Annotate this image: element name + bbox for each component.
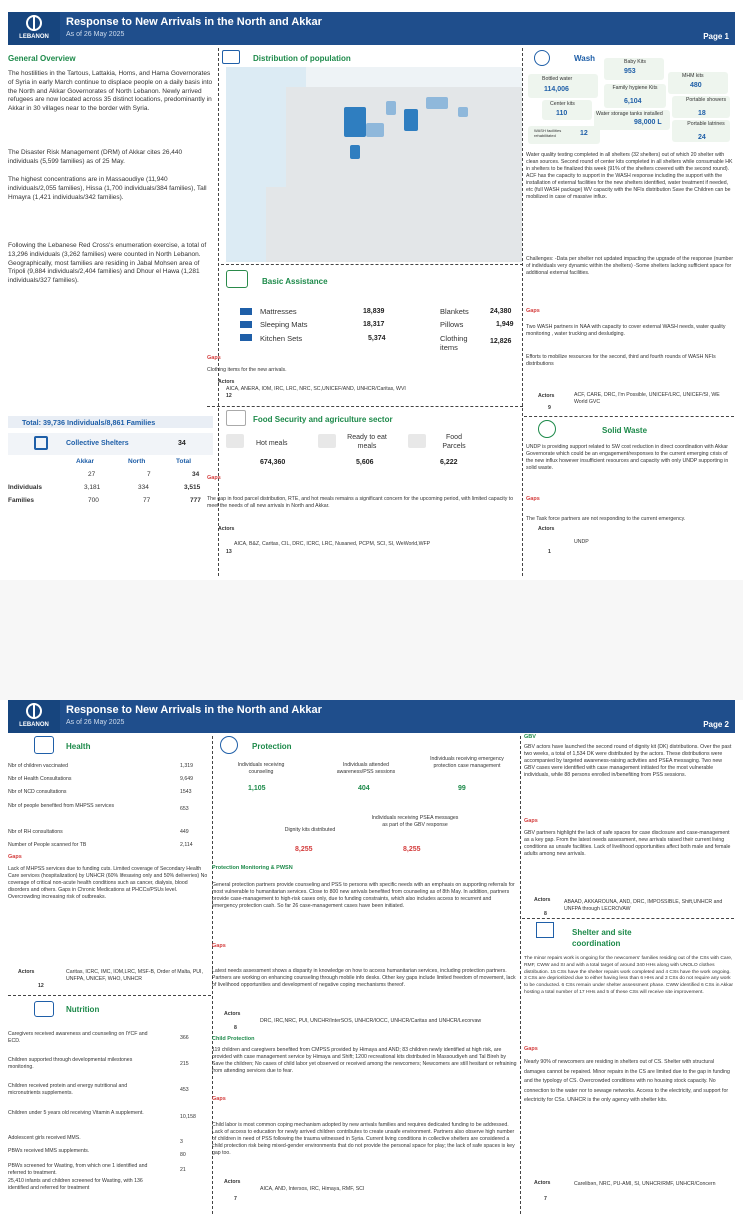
nutrition-indicator-label: Children under 5 years old receiving Vitamin A supplement. xyxy=(8,1110,144,1116)
bottled-value: 114,006 xyxy=(544,86,569,93)
pillows-value: 1,949 xyxy=(496,321,514,328)
nutrition-title: Nutrition xyxy=(66,1005,100,1014)
page-2 xyxy=(8,700,735,1216)
baby-kits-box xyxy=(604,58,664,80)
mhm-label: MHM kits xyxy=(682,73,704,79)
shelter-house-icon xyxy=(536,922,554,938)
cell: 334 xyxy=(138,484,149,491)
shelter-title: Shelter and site coordination xyxy=(572,928,632,948)
actors-count: 8 xyxy=(234,1025,237,1031)
baby-label: Baby Kits xyxy=(624,59,646,65)
health-title: Health xyxy=(66,742,91,751)
actors-count: 9 xyxy=(548,405,551,411)
shelter-icon xyxy=(34,436,48,450)
child-protection-actors: AICA, AND, Intersos, IRC, Himaya, RMF, SCI xyxy=(260,1186,365,1192)
divider xyxy=(8,995,211,996)
health-indicator-label: Nbr of NCD consultations xyxy=(8,789,67,795)
hot-meals-label: Hot meals xyxy=(256,440,288,447)
hot-meals-value: 674,360 xyxy=(260,459,286,466)
nutrition-indicator-label: Children received protein and energy nutritional and micronutrients supplements. xyxy=(8,1083,128,1096)
solid-waste-title: Solid Waste xyxy=(602,426,648,435)
health-icon xyxy=(34,736,54,754)
high-concentration-area xyxy=(350,145,360,159)
mhm-kits-box xyxy=(668,72,728,94)
family-label: Family hygiene Kits xyxy=(612,85,658,91)
logo-text: LEBANON xyxy=(19,34,49,40)
kpi-awareness-label: Individuals attended awareness/PSS sessions xyxy=(336,762,396,775)
gaps-label: Gaps xyxy=(526,496,540,502)
rte-icon xyxy=(318,434,336,448)
report-title: Response to New Arrivals in the North and Akkar xyxy=(66,16,322,28)
health-indicator-value: 1543 xyxy=(180,789,192,795)
actors-count: 13 xyxy=(226,549,232,555)
center-label: Center kits xyxy=(550,101,575,107)
actors-label: Actors xyxy=(224,1179,241,1185)
gaps-label: Gaps xyxy=(524,1046,538,1052)
divider xyxy=(524,416,734,417)
food-parcels-value: 6,222 xyxy=(440,459,458,466)
kpi-counseling-value: 1,105 xyxy=(248,785,266,792)
overview-paragraph-2: The Disaster Risk Management (DRM) of Akkar cites 26,440 individuals (5,599 families) as of 25 May. xyxy=(8,149,183,165)
kpi-dignity-value: 8,255 xyxy=(295,846,313,853)
health-indicator-label: Nbr of Health Consultations xyxy=(8,776,72,782)
health-indicator-value: 9,649 xyxy=(180,776,193,782)
actors-label: Actors xyxy=(534,897,551,903)
actors-label: Actors xyxy=(18,969,35,975)
gbv-text: GBV actors have launched the second round of dignity kit (DK) distributions. Over the past two weeks, a total of 1,534 DK were distributed by the actors. These distributions were accompanied by targeted awareness-raising activities and PSEA messaging. Two new GBV cases were identified with case management initiated for the most vulnerable individuals, while 88 persons enrolled in/benefiting from PSS sessions. xyxy=(524,744,732,778)
pillows-label: Pillows xyxy=(440,320,464,329)
actors-label: Actors xyxy=(538,526,555,532)
basic-assistance-icon xyxy=(226,270,248,288)
mattress-icon xyxy=(240,308,252,315)
food-actors: AICA, B&Z, Caritas, CIL, DRC, ICRC, LRC, Nusaned, PCPM, SCI, SI, WeWorld,WFP xyxy=(234,541,431,547)
report-title: Response to New Arrivals in the North and Akkar xyxy=(66,704,322,716)
actors-label: Actors xyxy=(224,1011,241,1017)
collective-shelters-box xyxy=(8,433,213,455)
tanks-value: 98,000 L xyxy=(634,119,662,126)
shelter-actors: Carelibən, NRC, PU-AMI, SI, UNHCR/RMF, UNHCR/Concern xyxy=(574,1181,716,1187)
page-number: Page 2 xyxy=(703,720,729,729)
nutrition-icon xyxy=(34,1001,54,1017)
health-indicator-value: 2,114 xyxy=(180,842,193,848)
divider xyxy=(522,48,523,576)
solid-gaps-text: The Task force partners are not responding to the current emergency. xyxy=(526,516,686,522)
row-label-individuals: Individuals xyxy=(8,484,42,491)
land xyxy=(266,187,326,262)
tanks-box xyxy=(594,110,670,130)
shelter-gaps: Nearly 90% of newcomers are residing in shelters out of CS. Shelter with structural damages cannot be repaired. Minor repairs in the CS are limited due to the gap in funding and the typology of CS. Overcrowded conditions with no housing stock capacity. No connection to the water nor to sewage networks. Access to the electricity, and support for electricity for CSs. UNHCR is the only agency with shelter kits. xyxy=(524,1059,730,1104)
cell: 27 xyxy=(88,471,96,478)
col-total: Total xyxy=(176,458,192,465)
family-value: 6,104 xyxy=(624,98,642,105)
kitchen-sets-value: 5,374 xyxy=(368,335,386,342)
food-icon xyxy=(226,410,246,426)
health-indicator-label: Number of People scanned for TB xyxy=(8,842,87,848)
wash-facilities-label: WASH facilities rehabilitated xyxy=(534,128,562,138)
distribution-title: Distribution of population xyxy=(253,54,351,63)
nutrition-indicator-label: Adolescent girls received MMS. xyxy=(8,1135,81,1141)
col-akkar: Akkar xyxy=(76,458,95,465)
cell: 3,515 xyxy=(184,484,201,491)
nutrition-indicator-label: PBWs received MMS supplements. xyxy=(8,1148,90,1154)
actors-label: Actors xyxy=(218,526,235,532)
divider xyxy=(522,918,734,919)
family-kits-box xyxy=(604,84,666,108)
cell: 34 xyxy=(192,471,200,478)
cell: 77 xyxy=(143,497,151,504)
latrines-label: Portable latrines xyxy=(687,121,725,127)
un-lebanon-logo xyxy=(8,12,60,45)
low-concentration-area xyxy=(426,97,448,109)
blankets-label: Blankets xyxy=(440,307,469,316)
wash-text: Water quality testing completed in all shelters (32 shelters) out of which 20 shelter with clean sources. Second round of center kits completed in all shelters while consumable HK in shelters to be finalized this week (91% of the shelters covered with the second round). ACF has the capacity to support in the WASH response including the support with the installation of external facilities for the new shelters identified, water treatment if needed, etc (full WASH package) WV capacity with the NFIs distribution Save the Children can be mobilized in case of massive influx. xyxy=(526,152,733,200)
actors-count: 1 xyxy=(548,549,551,555)
health-indicator-value: 449 xyxy=(180,829,189,835)
child-protection-gaps: Child labor is most common coping mechanism adopted by new arrivals families and requires dedicated funding to be addressed. Lack of access to education for newly arrived children contributes to create unsafe environment. Partners also observe high number of children in need of PSS following the trauma witnessed in Syria. Current living conditions in collective shelters are considered a child protection risk being mixed-gender environments that do not provide the personal space for play; the lack of safe spaces is key gap too. xyxy=(212,1122,515,1156)
map-icon xyxy=(222,50,240,64)
gaps-label: Gaps xyxy=(207,355,221,361)
page-header xyxy=(8,700,735,733)
actors-count: 7 xyxy=(544,1196,547,1202)
wash-facilities-value: 12 xyxy=(580,130,588,137)
solid-waste-text: UNDP is providing support related to SW cost reduction in direct coordination with Akkar Governorate which could be an engagement/responses to the current emerging crisis of the new influx however insufficient resources and capacity with only UNDP supporting in solid waste. xyxy=(526,444,729,471)
health-actors: Caritas, ICRC, IMC, IOM,LRC, MSF-B, Order of Malta, PUI, UNFPA, UNICEF, WHO, UNHCR xyxy=(66,969,203,982)
sleeping-mats-label: Sleeping Mats xyxy=(260,320,308,329)
wash-icon xyxy=(534,50,550,66)
cell: 7 xyxy=(147,471,151,478)
actors-count: 12 xyxy=(226,393,232,399)
kpi-awareness-value: 404 xyxy=(358,785,370,792)
row-label-families: Families xyxy=(8,497,35,504)
low-concentration-area xyxy=(458,107,468,117)
page-header xyxy=(8,12,735,45)
food-parcel-icon xyxy=(408,434,426,448)
gaps-label: Gaps xyxy=(212,943,226,949)
wash-gaps-1: Two WASH partners in NAA with capacity to cover external WASH needs, water quality monitoring , water trucking and desludging. xyxy=(526,324,726,337)
page-number: Page 1 xyxy=(703,32,729,41)
cell: 700 xyxy=(88,497,99,504)
health-indicator-label: Nbr of people benefited from MHPSS services xyxy=(8,803,115,809)
protection-gaps-text: Latest needs assessment shows a disparity in knowledge on how to access humanitarian services, including protection partners. Partners are working on enhancing counseling through mobile info desks. Other key gaps include limited freedom of movement, lack of livelihood opportunities and development of negative coping mechanisms thereof. xyxy=(212,968,516,988)
overview-paragraph-4: Following the Lebanese Red Cross's enumeration exercise, a total of 13,296 individuals (3,262 families) were counted in North Lebanon. Geographically, most families are residing in Jabal Mohsen area of Tripoli (9,884 individuals/2,404 families) and Dhour el Hawa (1,281 individuals/327 families). xyxy=(8,242,207,285)
basic-assistance-title: Basic Assistance xyxy=(262,277,328,286)
recycle-icon xyxy=(538,420,556,438)
collective-shelters-value: 34 xyxy=(178,440,186,447)
showers-box xyxy=(672,96,730,118)
tanks-label: Water storage tanks installed xyxy=(596,111,663,117)
wash-title: Wash xyxy=(574,54,596,63)
latrines-value: 24 xyxy=(698,134,706,141)
basic-actors: AICA, ANERA, IOM, IRC, LRC, NRC, SC,UNICEF/AND, UNHCR/Caritas, WVI xyxy=(226,386,406,392)
gbv-actors: ABAAD, AKKAROUNA, AND, DRC, IMPOSSIBLE, Shift,UNHCR and UNFPA through LECROVAW xyxy=(564,899,723,912)
wash-challenges: Challenges: -Data per shelter not updated impacting the upgrade of the response (number of individuals very dynamic within the shelters) -Some shelters lacking sufficient space for additional external facilities. xyxy=(526,256,734,276)
overview-paragraph-1: The hostilities in the Tartous, Lattakia, Homs, and Hama Governorates of Syria in early March continue to displace people on a daily basis into the North and Akkar Governorates of North Lebanon. Newly arrived refugees are now located across 35 distinct locations, predominantly in Akkar in 30 villages near to the border with Syria. xyxy=(8,70,213,113)
gaps-label: Gaps xyxy=(207,475,221,481)
basic-gaps-text: Clothing items for the new arrivals. xyxy=(207,367,287,373)
child-protection-text: 119 children and caregivers benefited from CMPSS provided by Himaya and AND; 83 children newly identified at high risk, are provided with case management service by Himaya and Shift; 1200 recreational kits distributed in Massoudiyeh and Tal Bireh by Save the children; No cases of child labor yet observed or received among the newcomers; Newcomers are still hesitant or refraining from attending services due to fear. xyxy=(212,1047,517,1074)
divider xyxy=(221,264,523,265)
center-kits-box xyxy=(542,100,592,120)
kpi-dignity-label: Dignity kits distributed xyxy=(284,827,336,833)
kitchen-sets-label: Kitchen Sets xyxy=(260,334,303,343)
kpi-case-management-label: Individuals receiving emergency protection case management xyxy=(430,756,504,769)
population-map xyxy=(226,67,522,262)
actors-count: 12 xyxy=(38,983,44,989)
kpi-psea-label: Individuals receiving PSEA messages as part of the GBV response xyxy=(371,815,459,828)
food-parcels-label: Food Parcels xyxy=(442,434,466,450)
protection-monitoring-title: Protection Monitoring & PWSN xyxy=(212,865,293,871)
un-globe-icon xyxy=(26,703,42,719)
health-indicator-value: 653 xyxy=(180,806,189,812)
nutrition-indicator-value: 80 xyxy=(180,1152,186,1158)
actors-count: 8 xyxy=(544,911,547,917)
gaps-label: Gaps xyxy=(8,854,22,860)
divider xyxy=(520,736,521,1214)
protection-monitoring-text: General protection partners provide counseling and PSS to persons with specific needs with an emphasis on supporting referrals for most vulnerable to humanitarian services. Close to 800 new arrivals benefited from counseling as of 8th May. In addition, partners provide case-management to high-risk cases only, due to funding constraints, which also includes access to recurrent and emergency protection cash. So far 26 case-management cases have been initiated. xyxy=(212,882,515,909)
health-gaps: Lack of MHPSS services due to funding cuts. Limited coverage of Secondary Health Care services (hospitalization) by UNHCR (60% lifesaving only and 50% deliveries) No coverage of critical non-acute health conditions such as cancer, dialysis, blood disorders and others. Gaps in Chronic Medications at PHCCs/PSUs level. Overcrowding increasing risk of outbreaks. xyxy=(8,866,208,900)
food-gaps-text: The gap in food parcel distribution, RTE, and hot meals remains a significant concern for the upcoming period, with limited capacity to meet the needs of all new arrivals in North and Akkar. xyxy=(207,496,514,509)
clothing-items-label: Clothing items xyxy=(440,334,468,352)
cell: 777 xyxy=(190,497,201,504)
divider xyxy=(207,406,523,407)
child-protection-title: Child Protection xyxy=(212,1036,255,1042)
wash-facilities-box xyxy=(528,126,600,144)
low-concentration-area xyxy=(366,123,384,137)
rte-value: 5,606 xyxy=(356,459,374,466)
health-indicator-value: 1,319 xyxy=(180,763,193,769)
sleeping-mat-icon xyxy=(240,321,252,328)
mattresses-label: Mattresses xyxy=(260,307,297,316)
report-date: As of 26 May 2025 xyxy=(66,719,125,726)
health-indicator-label: Nbr of RH consultations xyxy=(8,829,63,835)
hot-meals-icon xyxy=(226,434,244,448)
totals-title: Total: 39,736 Individuals/8,861 Families xyxy=(22,418,156,427)
kpi-psea-value: 8,255 xyxy=(403,846,421,853)
page-1 xyxy=(8,12,735,580)
low-concentration-area xyxy=(386,101,396,115)
kpi-counseling-label: Individuals receiving counseling xyxy=(237,762,285,775)
cell: 3,181 xyxy=(84,484,101,491)
nutrition-indicator-value: 3 xyxy=(180,1139,183,1145)
mattresses-value: 18,839 xyxy=(363,308,385,315)
actors-count: 7 xyxy=(234,1196,237,1202)
nutrition-indicator-value: 453 xyxy=(180,1087,189,1093)
wash-gaps-2: Efforts to mobilize resources for the second, third and fourth rounds of WASH NFIs distributions xyxy=(526,354,716,367)
wash-actors: ACF, CARE, DRC, I'm Possible, UNICEF/LRC, UNICEF/SI, WE World GVC xyxy=(574,392,720,405)
clothing-items-value: 12,826 xyxy=(490,338,512,345)
kitchen-set-icon xyxy=(240,334,252,341)
sleeping-mats-value: 18,317 xyxy=(363,321,385,328)
rte-label: Ready to eat meals xyxy=(347,434,387,450)
collective-shelters-label: Collective Shelters xyxy=(66,440,129,447)
nutrition-indicator-label: Children supported through developmental milestones monitoring. xyxy=(8,1057,133,1070)
actors-label: Actors xyxy=(538,393,555,399)
actors-label: Actors xyxy=(534,1180,551,1186)
nutrition-indicator-value: 366 xyxy=(180,1035,189,1041)
latrines-box xyxy=(672,120,730,142)
nutrition-indicator-label: Caregivers received awareness and counseling on IYCF and ECD. xyxy=(8,1031,148,1044)
gaps-label: Gaps xyxy=(212,1096,226,1102)
gaps-label: Gaps xyxy=(524,818,538,824)
un-lebanon-logo xyxy=(8,700,60,733)
solid-actors: UNDP xyxy=(574,539,589,545)
logo-text: LEBANON xyxy=(19,722,49,728)
un-globe-icon xyxy=(26,15,42,31)
high-concentration-area xyxy=(404,109,418,131)
protection-actors: DRC, IRC,NRC, PUI, UNCHR/InterSOS, UNHCR/IOCC, UNHCR/Caritas and UNHCR/Lecorvaw xyxy=(260,1018,482,1024)
health-indicator-label: Nbr of children vaccinated xyxy=(8,763,68,769)
page-gap xyxy=(0,580,743,700)
kpi-case-management-value: 99 xyxy=(458,785,466,792)
center-value: 110 xyxy=(556,110,568,117)
baby-value: 953 xyxy=(624,68,636,75)
nutrition-indicator-value: 21 xyxy=(180,1167,186,1173)
totals-banner xyxy=(8,416,213,428)
gaps-label: Gaps xyxy=(526,308,540,314)
gbv-title: GBV xyxy=(524,734,536,740)
gbv-gaps: GBV partners highlight the lack of safe spaces for case disclosure and case-management as a key gap. From the latest needs assessment, new arrivals raised their current living conditions as unsafe facilities. Lack of livelihood opportunities affect both male and female adults among new arrivals. xyxy=(524,830,731,857)
nutrition-indicator-label: 25,410 infants and children screened for Wasting, with 136 identified and referred for treatment xyxy=(8,1178,143,1191)
protection-icon xyxy=(220,736,238,754)
bottled-water-box xyxy=(528,74,598,98)
protection-title: Protection xyxy=(252,742,292,751)
mhm-value: 480 xyxy=(690,82,702,89)
general-overview-title: General Overview xyxy=(8,54,76,63)
bottled-label: Bottled water xyxy=(542,76,573,82)
showers-label: Portable showers xyxy=(685,97,727,103)
shelter-text: The minor repairs work is ongoing for the newcomers' families residing out of the CSs with Care, RMF, CWW and SI and with a total target of around 340 HHs along with UNOLO clothes distribution. 15 CSs have the shelter repairs work completed and 4 CSs have the work ongoing. 3 CSs are deprioritized due to either having less than 6 HHs and 3 CSs do not require any work to be conducted. 6 CSs remain under shelter assessment phase. CWW identified 6 CSs in Akkar hosting a total number of 17 HHs and 5 of these CSs will receive site improvement. xyxy=(524,956,734,995)
col-north: North xyxy=(128,458,146,465)
overview-paragraph-3: The highest concentrations are in Massaoudiye (11,940 individuals/2,055 families), Hissa (1,700 individuals/384 families), Tall Hmayra (1,421 individuals/342 families). xyxy=(8,176,207,201)
high-concentration-area xyxy=(344,107,366,137)
report-date: As of 26 May 2025 xyxy=(66,31,125,38)
showers-value: 18 xyxy=(698,110,706,117)
food-security-title: Food Security and agriculture sector xyxy=(253,415,393,424)
nutrition-indicator-value: 215 xyxy=(180,1061,189,1067)
blankets-value: 24,380 xyxy=(490,308,512,315)
nutrition-indicator-label: PBWs screened for Wasting, from which one 1 identified and referred to treatment. xyxy=(8,1163,148,1176)
nutrition-indicator-value: 10,158 xyxy=(180,1114,196,1120)
actors-label: Actors xyxy=(218,379,235,385)
